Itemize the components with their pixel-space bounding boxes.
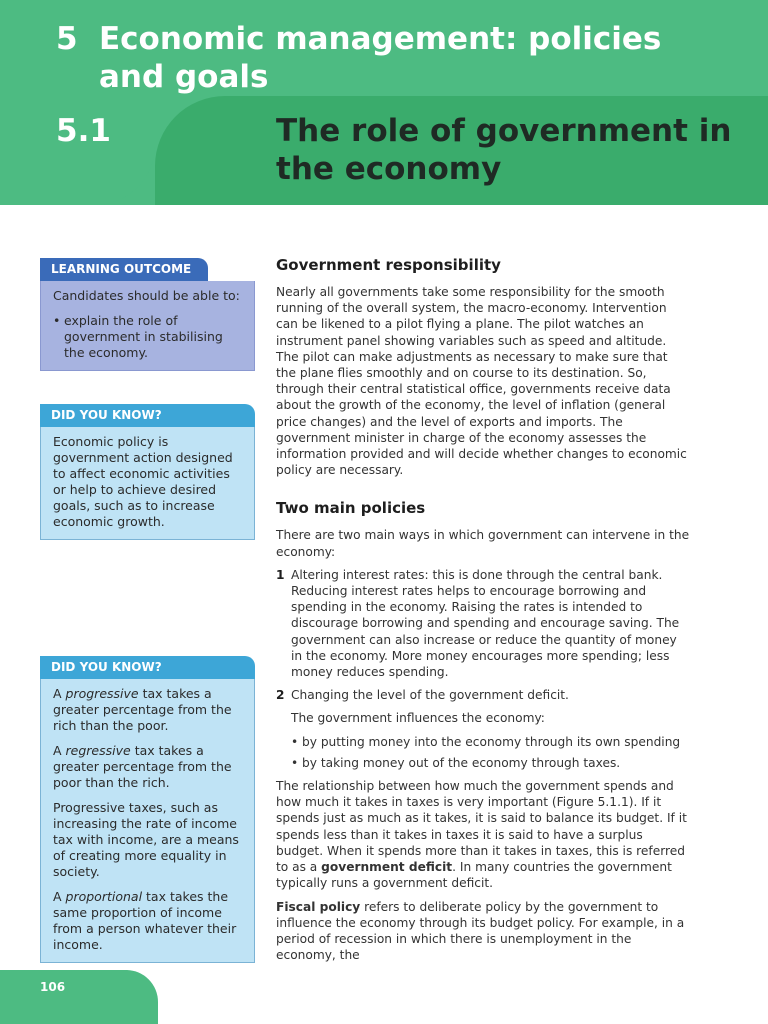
regressive-tax-text bbox=[53, 743, 244, 791]
progressive-tax-text bbox=[53, 686, 244, 734]
policy-item-2-text: Changing the level of the government deficit. bbox=[291, 688, 569, 703]
term-government-deficit: government deficit bbox=[321, 860, 453, 875]
text-fragment: refers to deliberate policy by the government to influence the economy through its budget policy. For example, in a period of recession in which there is unemployment in the economy, the bbox=[276, 899, 685, 963]
text-fragment: A bbox=[53, 889, 66, 904]
did-you-know-box-2 bbox=[40, 656, 255, 963]
learning-outcome-heading: LEARNING OUTCOME bbox=[40, 258, 208, 281]
section-number: 5.1 bbox=[56, 113, 111, 149]
item-number: 1 bbox=[276, 567, 285, 582]
chapter-title: Economic management: policies and goals bbox=[99, 21, 662, 95]
budget-relationship-paragraph bbox=[276, 778, 691, 891]
two-main-policies-intro: There are two main ways in which government can intervene in the economy: bbox=[276, 528, 690, 559]
term-proportional: proportional bbox=[65, 889, 143, 904]
progressive-taxes-note: Progressive taxes, such as increasing the rate of income tax with income, are a means of creating more equality in society. bbox=[53, 800, 239, 879]
text-fragment: A bbox=[53, 686, 66, 701]
fiscal-policy-paragraph bbox=[276, 899, 691, 964]
policy-item-2 bbox=[276, 687, 691, 703]
did-you-know-text-1: Economic policy is government action designed to affect economic activities or help to achieve desired goals, such as to increase economic growth. bbox=[53, 434, 233, 529]
heading-government-responsibility: Government responsibility bbox=[276, 256, 501, 274]
item-number: 2 bbox=[276, 688, 285, 703]
learning-outcome-box bbox=[40, 258, 255, 371]
government-responsibility-paragraph: Nearly all governments take some responsibility for the smooth running of the overall system, the macro-economy. Intervention can be likened to a pilot flying a plane. The pilot watches an instrument panel showing variables such as speed and altitude. The pilot can make adjustments as necessary to make sure that the plane flies smoothly and on course to its destination. So, through their central statistical office, governments receive data about the growth of the economy, the level of inflation (general price changes) and the level of exports and imports. The government minister in charge of the economy assesses the information provided and will decide whether changes to economic policy are necessary. bbox=[276, 285, 687, 478]
text-fragment: tax takes a greater percentage from the poor than the rich. bbox=[53, 743, 232, 790]
taxes-bullet: • by taking money out of the economy through taxes. bbox=[291, 755, 691, 771]
proportional-tax-text bbox=[53, 889, 244, 953]
policy-item-1 bbox=[276, 567, 691, 680]
text-fragment: . In many countries the government typically runs a government deficit. bbox=[276, 860, 672, 891]
term-progressive: progressive bbox=[65, 686, 139, 701]
text-fragment: A bbox=[53, 743, 66, 758]
text-fragment: tax takes a greater percentage from the rich than the poor. bbox=[53, 686, 232, 733]
learning-outcome-body bbox=[40, 281, 255, 371]
text-fragment: The relationship between how much the government spends and how much it takes in taxes is very important (Figure 5.1.1). If it spends just as much as it takes, it is said to balance its budget. If it spends less than it takes in taxes it is said to have a surplus budget. When it spends more than it takes in taxes, this is referred to as a bbox=[276, 779, 687, 875]
did-you-know-body-1 bbox=[40, 427, 255, 540]
spending-bullet: • by putting money into the economy through its own spending bbox=[291, 734, 691, 750]
did-you-know-heading-1: DID YOU KNOW? bbox=[40, 404, 255, 427]
section-title: The role of government in the economy bbox=[276, 113, 732, 187]
did-you-know-box-1 bbox=[40, 404, 255, 540]
government-influences-text: The government influences the economy: bbox=[291, 711, 545, 726]
term-fiscal-policy: Fiscal policy bbox=[276, 899, 361, 914]
term-regressive: regressive bbox=[65, 743, 131, 758]
chapter-number: 5 bbox=[56, 21, 78, 57]
did-you-know-heading-2: DID YOU KNOW? bbox=[40, 656, 255, 679]
learning-outcome-intro: Candidates should be able to: bbox=[53, 288, 240, 303]
page-number: 106 bbox=[40, 980, 66, 994]
main-column bbox=[276, 255, 691, 970]
text-fragment: tax takes the same proportion of income from a person whatever their income. bbox=[53, 889, 237, 952]
did-you-know-body-2 bbox=[40, 679, 255, 963]
learning-outcome-bullet: • explain the role of government in stabilising the economy. bbox=[53, 313, 244, 361]
policy-item-1-text: Altering interest rates: this is done through the central bank. Reducing interest rates helps to encourage borrowing and spending in the economy. Raising the rates is intended to discourage borrowing and spending and encourage saving. The government can also increase or reduce the quantity of money in the economy. More money encourages more spending; less money reduces spending. bbox=[291, 567, 680, 680]
page-number-tab bbox=[0, 970, 158, 1024]
heading-two-main-policies: Two main policies bbox=[276, 499, 426, 518]
